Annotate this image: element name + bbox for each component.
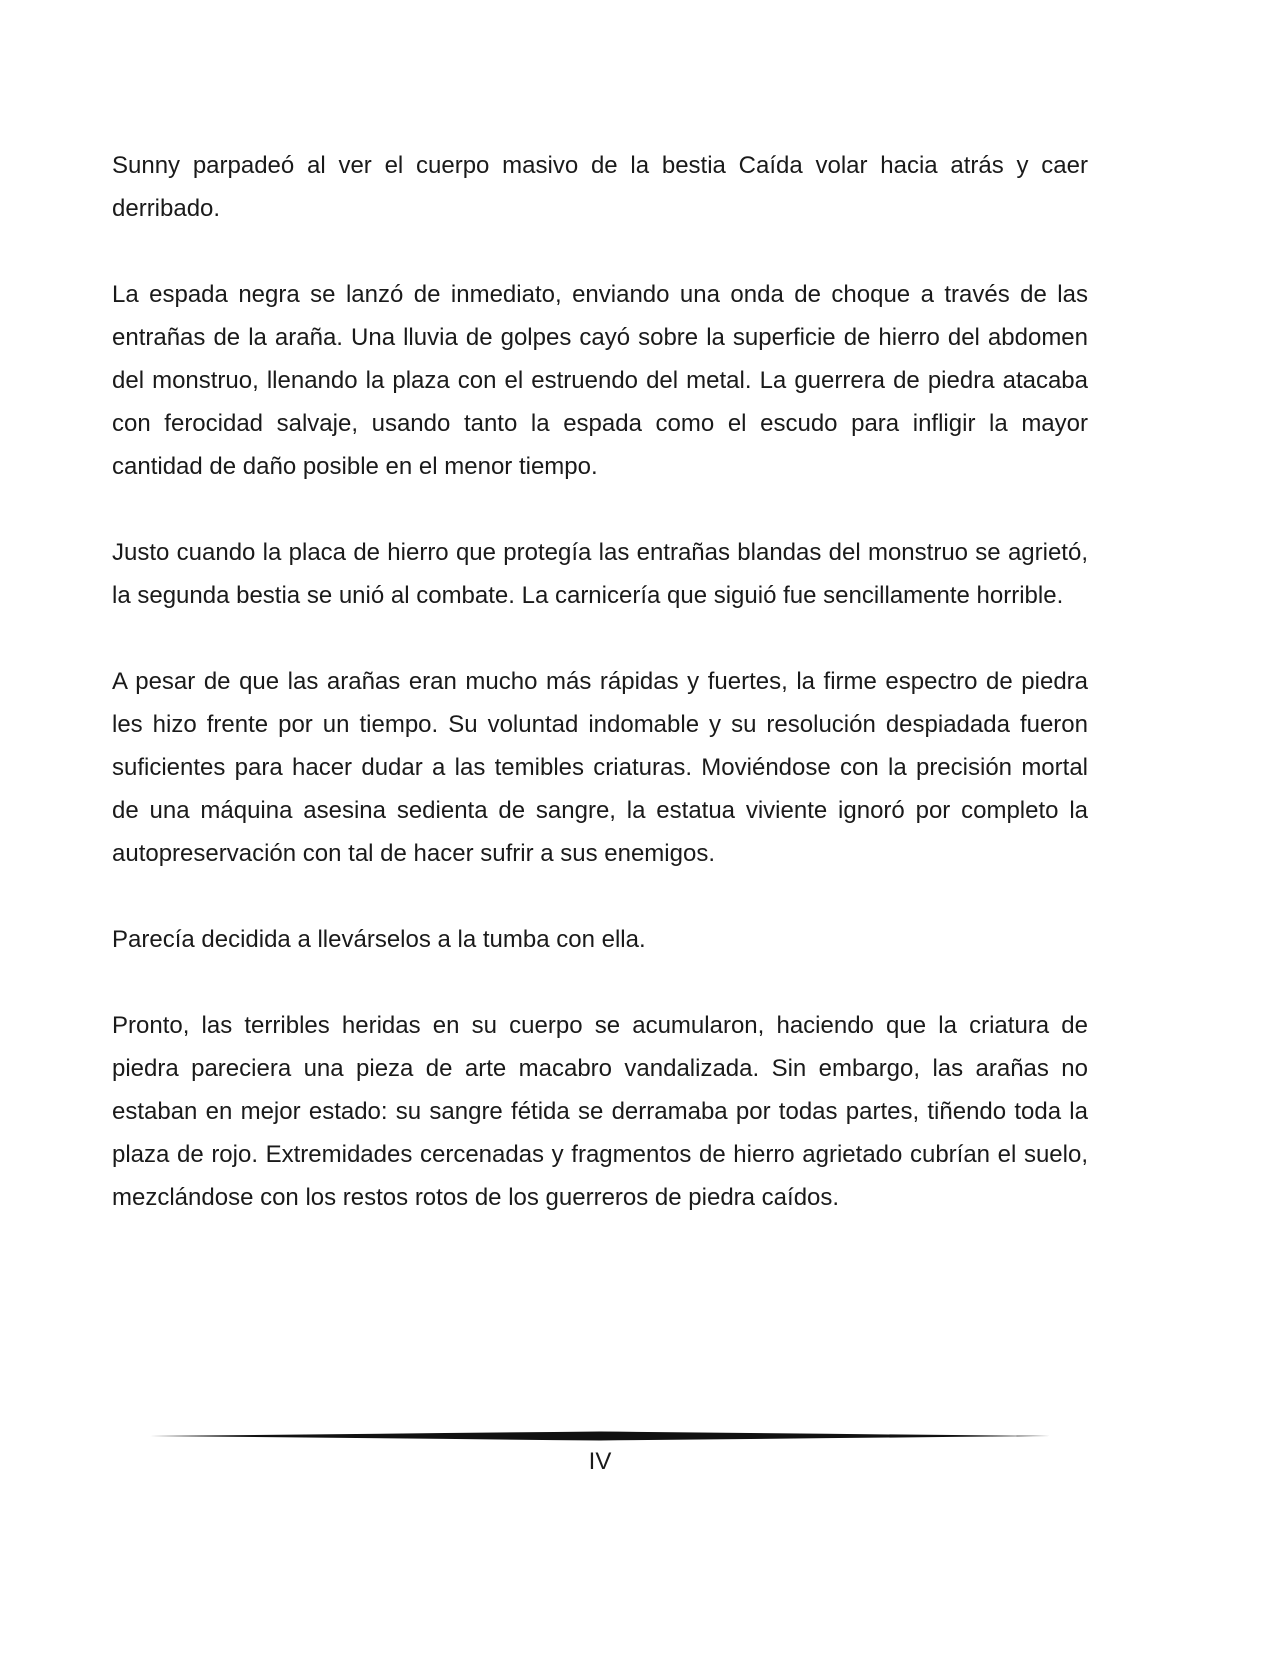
paragraph-6: Pronto, las terribles heridas en su cuerpo se acumularon, haciendo que la criatura de piedra pareciera una pieza de arte macabro vandalizada. Sin embargo, las arañas no estaban en mejor estado: su sangre fétida se derramaba por todas partes, tiñendo toda la plaza de rojo. Extremidades cercenadas y fragmentos de hierro agrietado cubrían el suelo, mezclándose con los restos rotos de los guerreros de piedra caídos. [112,1012,1088,1211]
page-number: IV [588,1448,612,1475]
paragraph-2: La espada negra se lanzó de inmediato, enviando una onda de choque a través de las entrañas de la araña. Una lluvia de golpes cayó sobre la superficie de hierro del abdomen del monstruo, llenando la plaza con el estruendo del metal. La guerrera de piedra atacaba con ferocidad salvaje, usando tanto la espada como el escudo para infligir la mayor cantidad de daño posible en el menor tiempo. [112,281,1088,480]
paragraph-3: Justo cuando la placa de hierro que protegía las entrañas blandas del monstruo se agrietó, la segunda bestia se unió al combate. La carnicería que siguió fue sencillamente horrible. [112,539,1088,609]
paragraph-5: Parecía decidida a llevárselos a la tumba con ella. [112,926,646,953]
footer-divider [150,1429,1050,1443]
paragraph-4: A pesar de que las arañas eran mucho más rápidas y fuertes, la firme espectro de piedra les hizo frente por un tiempo. Su voluntad indomable y su resolución despiadada fueron suficientes para hacer dudar a las temibles criaturas. Moviéndose con la precisión mortal de una máquina asesina sedienta de sangre, la estatua viviente ignoró por completo la autopreservación con tal de hacer sufrir a sus enemigos. [112,668,1088,867]
body-text [112,144,1088,1262]
paragraph-1: Sunny parpadeó al ver el cuerpo masivo de la bestia Caída volar hacia atrás y caer derribado. [112,152,1088,222]
